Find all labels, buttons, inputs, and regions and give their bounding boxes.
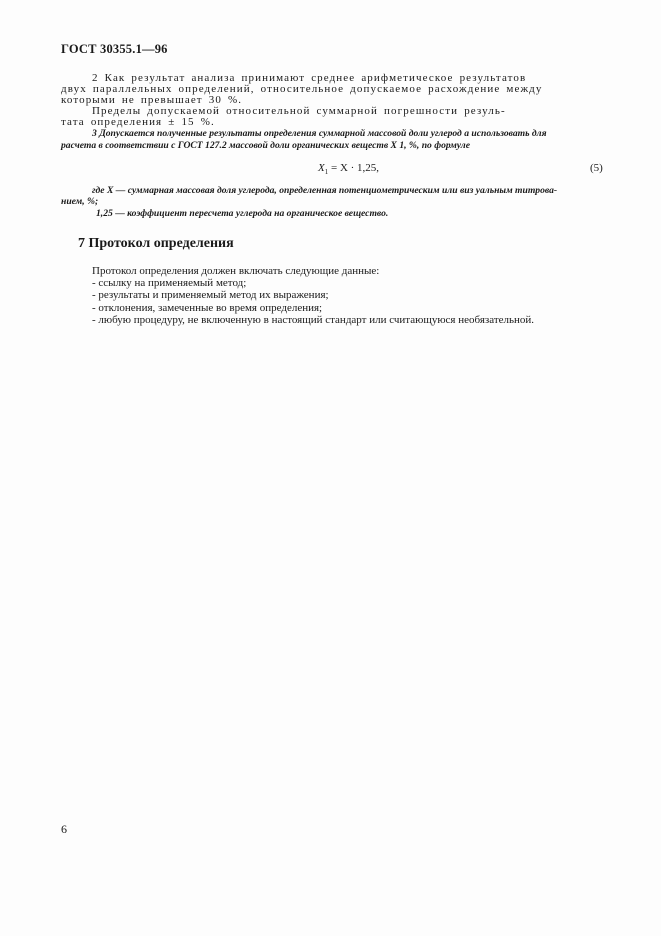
where-line-2: нием, %;: [61, 196, 99, 207]
list-item: - отклонения, замеченные во время определения;: [92, 302, 323, 314]
paragraph-3-line-1: 3 Допускается полученные результаты определения суммарной массовой доли углерод а использовать для: [92, 128, 547, 139]
formula-lhs-subscript: 1: [324, 168, 329, 177]
section-intro: Протокол определения должен включать следующие данные:: [92, 265, 380, 277]
formula-5: [318, 162, 379, 176]
paragraph-2-line-4: Пределы допускаемой относительной суммарной погрешности резуль-: [92, 105, 506, 117]
paragraph-2-line-1: 2 Как результат анализа принимают среднее арифметическое результатов: [92, 72, 527, 84]
list-item: - результаты и применяемый метод их выражения;: [92, 289, 329, 301]
page-number: 6: [61, 822, 67, 836]
paragraph-2-line-3: которыми не превышает 30 %.: [61, 94, 243, 106]
list-item: - ссылку на применяемый метод;: [92, 277, 247, 289]
list-item: - любую процедуру, не включенную в настоящий стандарт или считающуюся необязательной.: [92, 314, 535, 326]
section-title: 7 Протокол определения: [78, 236, 234, 251]
paragraph-3-line-2: расчета в соответствии с ГОСТ 127.2 массовой доли органических веществ X 1, %, по формуле: [61, 140, 470, 151]
paragraph-2-line-2: двух параллельных определений, относительное допускаемое расхождение между: [61, 83, 543, 95]
formula-rhs: = X · 1,25,: [330, 162, 380, 174]
paragraph-2-line-5: тата определения ± 15 %.: [61, 116, 215, 128]
document-header: ГОСТ 30355.1—96: [61, 42, 168, 56]
where-line-1: где X — суммарная массовая доля углерода, определенная потенциометрическим или виз уальным титрова-: [92, 185, 558, 196]
equation-number: (5): [590, 162, 603, 174]
formula-lhs: X: [318, 162, 325, 174]
where-line-3: 1,25 — коэффициент пересчета углерода на органическое вещество.: [96, 208, 389, 219]
